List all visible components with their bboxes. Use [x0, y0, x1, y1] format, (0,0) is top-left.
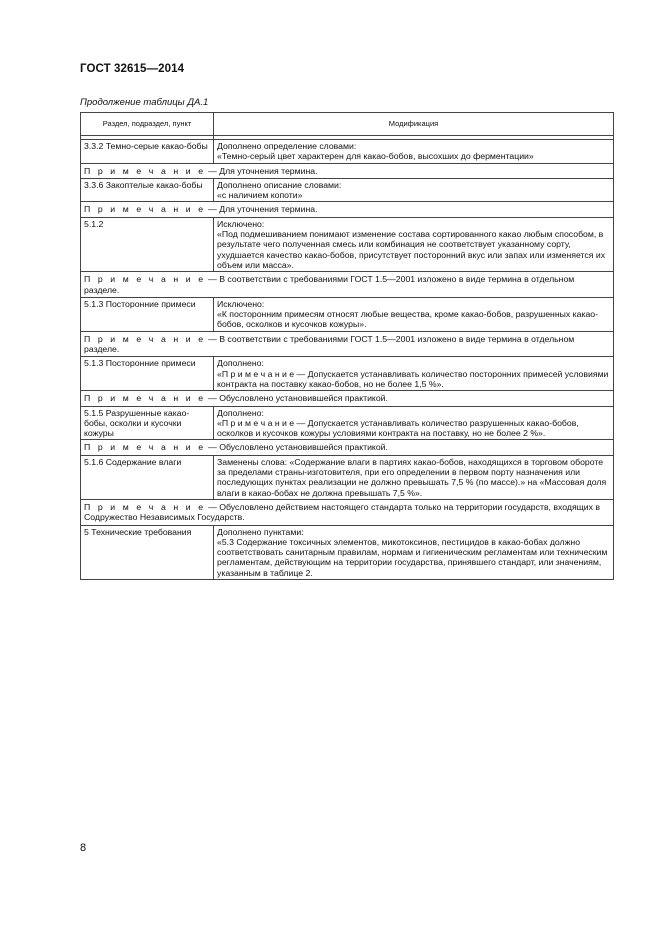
note-label: П р и м е ч а н и е [84, 442, 206, 453]
note-text: — Обусловлено действием настоящего стандарта только на территории государств, входящих в Содружество Независимых Государств. [84, 501, 601, 523]
note-label: П р и м е ч а н и е [84, 204, 206, 215]
note-label: П р и м е ч а н и е [84, 393, 206, 404]
note-text: — В соответствии с требованиями ГОСТ 1.5—2001 изложено в виде термина в отдельном разделе. [84, 333, 575, 355]
modification-line: Исключено: [217, 218, 265, 229]
modification-line: Дополнено: [217, 358, 264, 369]
column-header-section: Раздел, подраздел, пункт [81, 113, 214, 136]
note-row [81, 163, 614, 178]
modification-cell [214, 217, 614, 271]
table-caption: Продолжение таблицы ДА.1 [80, 97, 209, 108]
section-cell: 5.1.6 Содержание влаги [81, 455, 214, 499]
section-cell: 3.3.6 Закоптелые какао-бобы [81, 178, 214, 202]
note-text: — Для уточнения термина. [205, 165, 318, 176]
note-row [81, 440, 614, 455]
table-row [81, 406, 614, 440]
note-text: — Обусловлено установившейся практикой. [205, 393, 388, 404]
modification-line: «Темно-серый цвет характерен для какао-бобов, высохших до ферментации» [217, 151, 534, 162]
modification-line: Дополнено пунктами: [217, 526, 304, 537]
modification-line: Дополнено определение словами: [217, 141, 357, 151]
note-cell [81, 440, 614, 455]
modification-line: «К посторонним примесям относят любые вещества, кроме какао-бобов, разрушенных какао-бобов, осколков и кусочков кожуры». [217, 309, 598, 330]
section-cell: 3.3.2 Темно-серые какао-бобы [81, 140, 214, 164]
table-row [81, 140, 614, 164]
note-text: — Для уточнения термина. [205, 204, 318, 215]
modification-line: «Под подмешиванием понимают изменение состава сортированного какао любым способом, в результате чего полученная смесь или комбинация не соответствует указанному сорту, ухудшается качество какао-бобов, присутствует посторонний вкус или запах или изменяется их объем или масса». [217, 229, 606, 270]
note-cell [81, 272, 614, 298]
section-cell: 5.1.3 Посторонние примеси [81, 357, 214, 391]
column-header-modification: Модификация [214, 113, 614, 136]
modification-line: «П р и м е ч а н и е — Допускается устанавливать количество посторонних примесей условиями контракта на поставку какао-бобов, но не более 1,5 %». [217, 368, 609, 389]
modification-table [80, 112, 614, 580]
note-label: П р и м е ч а н и е [84, 274, 206, 285]
table-row [81, 357, 614, 391]
table-row [81, 217, 614, 271]
modification-line: «с наличием копоти» [217, 190, 303, 201]
section-cell: 5.1.3 Посторонние примеси [81, 297, 214, 331]
note-label: П р и м е ч а н и е [84, 333, 206, 344]
note-label: П р и м е ч а н и е [84, 165, 206, 176]
note-cell [81, 391, 614, 406]
page-number: 8 [80, 842, 87, 854]
note-cell [81, 163, 614, 178]
modification-line: Дополнено: [217, 407, 264, 418]
table-header-row [81, 113, 614, 136]
modification-cell [214, 525, 614, 579]
document-header: ГОСТ 32615—2014 [80, 63, 185, 75]
table-row [81, 525, 614, 579]
table-row [81, 455, 614, 499]
note-cell [81, 331, 614, 357]
section-cell: 5.1.5 Разрушенные какао-бобы, осколки и кусочки кожуры [81, 406, 214, 440]
table-row [81, 297, 614, 331]
note-row [81, 391, 614, 406]
note-row [81, 272, 614, 298]
section-cell: 5 Технические требования [81, 525, 214, 579]
note-row [81, 331, 614, 357]
section-cell: 5.1.2 [81, 217, 214, 271]
table-row [81, 178, 614, 202]
note-cell [81, 499, 614, 525]
note-text: — В соответствии с требованиями ГОСТ 1.5—2001 изложено в виде термина в отдельном разделе. [84, 274, 575, 295]
modification-cell [214, 178, 614, 202]
note-text: — Обусловлено установившейся практикой. [205, 442, 388, 453]
modification-cell [214, 357, 614, 391]
note-cell [81, 202, 614, 217]
modification-line: «5.3 Содержание токсичных элементов, микотоксинов, пестицидов в какао-бобах должно соответствовать санитарным правилам, нормам и гигиеническим регламентам или техническим регламентам, действующим на территории государства, принявшего стандарт, или значениям, указанным в таблице 2. [217, 536, 608, 578]
note-label: П р и м е ч а н и е [84, 501, 206, 512]
note-row [81, 499, 614, 525]
note-row [81, 202, 614, 217]
modification-cell [214, 406, 614, 440]
modification-cell [214, 140, 614, 164]
modification-cell [214, 297, 614, 331]
modification-line: Исключено: [217, 298, 265, 309]
modification-cell [214, 455, 614, 499]
modification-line: Заменены слова: «Содержание влаги в партиях какао-бобов, находящихся в торговом обороте за пределами страны-изготовителя, при его определении в первом порту назначения или последующих пунктах реализации не должно превышать 7,5 % (по массе).» на «Массовая доля влаги в какао-бобах не должна превышать 7,5 %». [217, 456, 607, 498]
modification-line: Дополнено описание словами: [217, 179, 342, 190]
modification-line: «П р и м е ч а н и е — Допускается устанавливать количество разрушенных какао-бобов, осколков и кусочков кожуры условиями контракта на поставку, но не более 2 %». [217, 417, 579, 439]
